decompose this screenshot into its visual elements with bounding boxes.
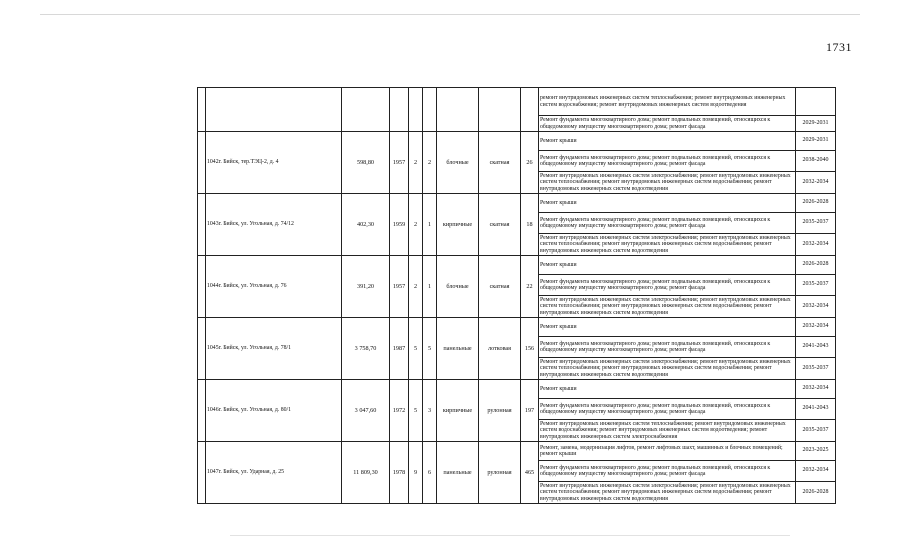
- work-period: 2041-2043: [796, 399, 836, 420]
- house-entrances: 3: [423, 380, 437, 442]
- house-area: 391,20: [342, 256, 390, 318]
- house-entrances: 6: [423, 442, 437, 504]
- empty-cell: [198, 88, 206, 132]
- house-address: [206, 194, 342, 256]
- house-id: 1043: [207, 220, 219, 227]
- empty-cell: [198, 318, 206, 380]
- house-address: [206, 132, 342, 194]
- empty-cell: [409, 88, 423, 132]
- house-entrances: 5: [423, 318, 437, 380]
- roof-type: рулонная: [479, 380, 521, 442]
- work-description: ремонт внутридомовых инженерных систем теплоснабжения; ремонт внутридомовых инженерных систем водоснабжения; ремонт внутридомовых инженерных систем водоотведения: [539, 88, 796, 116]
- wall-material: кирпичные: [437, 194, 479, 256]
- work-period: 2035-2037: [796, 420, 836, 442]
- work-period: 2026-2028: [796, 482, 836, 504]
- house-address-text: г. Бийск, ул. Угольная, д. 80/1: [218, 406, 292, 413]
- work-period: [796, 88, 836, 116]
- roof-type: скатная: [479, 132, 521, 194]
- empty-cell: [342, 88, 390, 132]
- house-address-text: г. Бийск, ул. Угольная, д. 74/12: [218, 220, 294, 227]
- house-id: 1045: [207, 344, 219, 351]
- work-description: Ремонт крыши: [539, 132, 796, 151]
- house-area: 3 758,70: [342, 318, 390, 380]
- work-description: Ремонт фундамента многоквартирного дома; ремонт подвальных помещений, относящихся к общедомовому имуществу многоквартирного дома; ремонт фасада: [539, 461, 796, 482]
- house-address: [206, 318, 342, 380]
- wall-material: блочные: [437, 132, 479, 194]
- work-period: 2032-2034: [796, 380, 836, 399]
- apartment-count: 197: [521, 380, 539, 442]
- house-year: 1957: [390, 256, 409, 318]
- empty-cell: [423, 88, 437, 132]
- house-year: 1978: [390, 442, 409, 504]
- wall-material: кирпичные: [437, 380, 479, 442]
- apartment-count: 26: [521, 132, 539, 194]
- house-area: 402,30: [342, 194, 390, 256]
- wall-material: панельные: [437, 318, 479, 380]
- work-description: Ремонт внутридомовых инженерных систем электроснабжения; ремонт внутридомовых инженерных систем теплоснабжения; ремонт внутридомовых инженерных систем водоснабжения; ремонт внутридомовых инженерных систем водоотведения: [539, 482, 796, 504]
- house-id: 1044: [207, 282, 219, 289]
- house-entrances: 1: [423, 194, 437, 256]
- work-description: Ремонт фундамента многоквартирного дома; ремонт подвальных помещений, относящихся к общедомовому имуществу многоквартирного дома; ремонт фасада: [539, 213, 796, 234]
- work-description: Ремонт внутридомовых инженерных систем электроснабжения; ремонт внутридомовых инженерных систем теплоснабжения; ремонт внутридомовых инженерных систем водоснабжения; ремонт внутридомовых инженерных систем водоотведения: [539, 296, 796, 318]
- work-description: Ремонт внутридомовых инженерных систем теплоснабжения; ремонт внутридомовых инженерных систем водоснабжения; ремонт внутридомовых инженерных систем водоотведения; ремонт внутридомовых инженерных систем электроснабжения: [539, 420, 796, 442]
- page-number: 1731: [826, 40, 852, 54]
- empty-cell: [437, 88, 479, 132]
- work-description: Ремонт фундамента многоквартирного дома; ремонт подвальных помещений, относящихся к общедомовому имуществу многоквартирного дома; ремонт фасада: [539, 399, 796, 420]
- table-row: [198, 256, 836, 275]
- empty-cell: [198, 194, 206, 256]
- work-period: 2029-2031: [796, 116, 836, 132]
- work-period: 2026-2028: [796, 256, 836, 275]
- work-period: 2032-2034: [796, 461, 836, 482]
- wall-material: блочные: [437, 256, 479, 318]
- house-id: 1042: [207, 158, 219, 165]
- wall-material: панельные: [437, 442, 479, 504]
- house-address-text: г. Бийск, ул. Ударная, д. 25: [218, 468, 285, 475]
- house-floors: 2: [409, 132, 423, 194]
- empty-cell: [198, 380, 206, 442]
- table-row: [198, 380, 836, 399]
- work-description: Ремонт крыши: [539, 318, 796, 337]
- house-year: 1987: [390, 318, 409, 380]
- house-entrances: 1: [423, 256, 437, 318]
- work-description: Ремонт, замена, модернизация лифтов, ремонт лифтовых шахт, машинных и блочных помещений; ремонт крыши: [539, 442, 796, 461]
- work-description: Ремонт фундамента многоквартирного дома; ремонт подвальных помещений, относящихся к общедомовому имуществу многоквартирного дома; ремонт фасада: [539, 275, 796, 296]
- work-period: 2032-2034: [796, 318, 836, 337]
- empty-cell: [390, 88, 409, 132]
- house-id: 1047: [207, 468, 219, 475]
- house-floors: 9: [409, 442, 423, 504]
- house-year: 1959: [390, 194, 409, 256]
- house-address: [206, 380, 342, 442]
- apartment-count: 22: [521, 256, 539, 318]
- work-description: Ремонт внутридомовых инженерных систем электроснабжения; ремонт внутридомовых инженерных систем теплоснабжения; ремонт внутридомовых инженерных систем водоснабжения; ремонт внутридомовых инженерных систем водоотведения: [539, 358, 796, 380]
- house-floors: 5: [409, 380, 423, 442]
- work-period: 2041-2043: [796, 337, 836, 358]
- work-description: Ремонт внутридомовых инженерных систем электроснабжения; ремонт внутридомовых инженерных систем теплоснабжения; ремонт внутридомовых инженерных систем водоснабжения; ремонт внутридомовых инженерных систем водоотведения: [539, 172, 796, 194]
- house-year: 1957: [390, 132, 409, 194]
- table-row: [198, 88, 836, 116]
- work-period: 2029-2031: [796, 132, 836, 151]
- work-period: 2035-2037: [796, 358, 836, 380]
- roof-type: скатная: [479, 256, 521, 318]
- work-description: Ремонт внутридомовых инженерных систем электроснабжения; ремонт внутридомовых инженерных систем теплоснабжения; ремонт внутридомовых инженерных систем водоснабжения; ремонт внутридомовых инженерных систем водоотведения: [539, 234, 796, 256]
- work-description: Ремонт фундамента многоквартирного дома; ремонт подвальных помещений, относящихся к общедомовому имуществу многоквартирного дома; ремонт фасада: [539, 337, 796, 358]
- work-period: 2023-2025: [796, 442, 836, 461]
- empty-cell: [521, 88, 539, 132]
- house-address-text: г. Бийск, ул. Угольная, д. 78/1: [218, 344, 292, 351]
- work-description: Ремонт фундамента многоквартирного дома; ремонт подвальных помещений, относящихся к общедомовому имуществу многоквартирного дома; ремонт фасада: [539, 151, 796, 172]
- roof-type: лотковая: [479, 318, 521, 380]
- work-description: Ремонт фундамента многоквартирного дома; ремонт подвальных помещений, относящихся к общедомовому имуществу многоквартирного дома; ремонт фасада: [539, 116, 796, 132]
- work-period: 2032-2034: [796, 172, 836, 194]
- house-year: 1972: [390, 380, 409, 442]
- capital-repair-table: [197, 87, 836, 504]
- work-period: 2032-2034: [796, 296, 836, 318]
- work-period: 2032-2034: [796, 234, 836, 256]
- work-period: 2035-2037: [796, 275, 836, 296]
- table-row: [198, 194, 836, 213]
- empty-cell: [198, 132, 206, 194]
- house-address-text: г. Бийск, ул. Угольная, д. 76: [218, 282, 287, 289]
- work-description: Ремонт крыши: [539, 256, 796, 275]
- apartment-count: 465: [521, 442, 539, 504]
- roof-type: скатная: [479, 194, 521, 256]
- work-description: Ремонт крыши: [539, 194, 796, 213]
- work-period: 2038-2040: [796, 151, 836, 172]
- work-period: 2026-2028: [796, 194, 836, 213]
- work-period: 2035-2037: [796, 213, 836, 234]
- work-description: Ремонт крыши: [539, 380, 796, 399]
- scan-artifact-top: [40, 14, 860, 15]
- apartment-count: 156: [521, 318, 539, 380]
- table-row: [198, 132, 836, 151]
- empty-cell: [198, 256, 206, 318]
- house-area: 11 809,30: [342, 442, 390, 504]
- house-address: [206, 256, 342, 318]
- apartment-count: 18: [521, 194, 539, 256]
- roof-type: рулонная: [479, 442, 521, 504]
- house-area: 598,80: [342, 132, 390, 194]
- empty-cell: [479, 88, 521, 132]
- house-floors: 2: [409, 194, 423, 256]
- house-floors: 2: [409, 256, 423, 318]
- house-id: 1046: [207, 406, 219, 413]
- empty-cell: [198, 442, 206, 504]
- scan-artifact-bottom: [230, 535, 790, 536]
- house-address-text: г. Бийск, тер.ТЭЦ-2, д. 4: [218, 158, 279, 165]
- house-address: [206, 442, 342, 504]
- house-floors: 5: [409, 318, 423, 380]
- table-row: [198, 442, 836, 461]
- empty-cell: [206, 88, 342, 132]
- table-row: [198, 318, 836, 337]
- house-area: 3 047,60: [342, 380, 390, 442]
- house-entrances: 2: [423, 132, 437, 194]
